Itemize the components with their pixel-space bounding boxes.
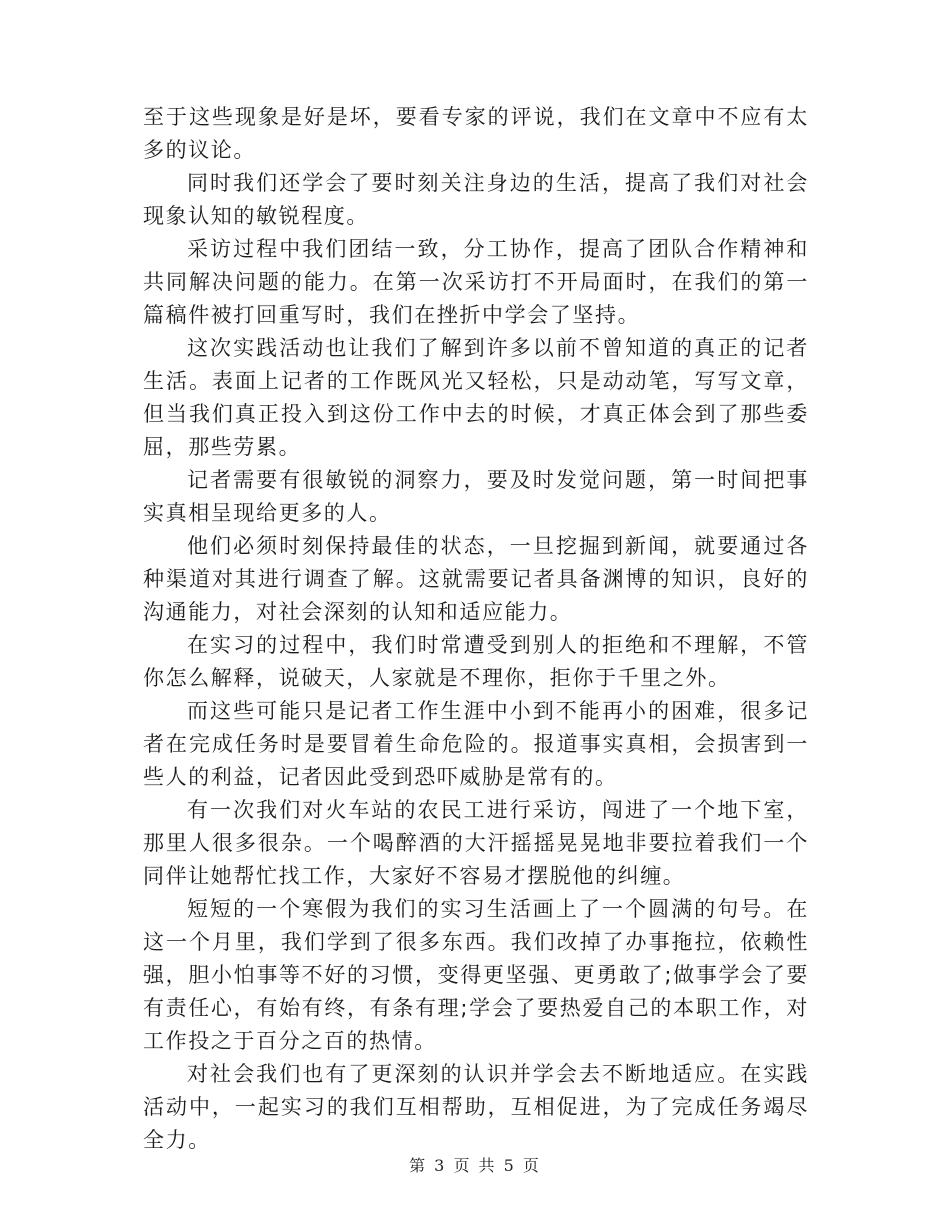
paragraph-7: 在实习的过程中，我们时常遭受到别人的拒绝和不理解，不管你怎么解释，说破天，人家就是不理你，拒你于千里之外。 [143,633,809,690]
paragraph-8: 而这些可能只是记者工作生涯中小到不能再小的困难，很多记者在完成任务时是要冒着生命危险的。报道事实真相，会损害到一些人的利益，记者因此受到恐吓威胁是常有的。 [143,699,809,789]
page-number-footer: 第 3 页 共 5 页 [409,1156,541,1175]
paragraph-3: 采访过程中我们团结一致，分工协作，提高了团队合作精神和共同解决问题的能力。在第一次采访打不开局面时，在我们的第一篇稿件被打回重写时，我们在挫折中学会了坚持。 [143,237,809,327]
paragraph-5: 记者需要有很敏锐的洞察力，要及时发觉问题，第一时间把事实真相呈现给更多的人。 [143,468,809,525]
paragraph-6: 他们必须时刻保持最佳的状态，一旦挖掘到新闻，就要通过各种渠道对其进行调查了解。这就需要记者具备渊博的知识，良好的沟通能力，对社会深刻的认知和适应能力。 [143,534,809,624]
paragraph-11: 对社会我们也有了更深刻的认识并学会去不断地适应。在实践活动中，一起实习的我们互相帮助，互相促进，为了完成任务竭尽全力。 [143,1062,809,1152]
paragraph-10: 短短的一个寒假为我们的实习生活画上了一个圆满的句号。在这一个月里，我们学到了很多东西。我们改掉了办事拖拉，依赖性强，胆小怕事等不好的习惯，变得更坚强、更勇敢了;做事学会了要有责任心，有始有终，有条有理;学会了要热爱自己的本职工作，对工作投之于百分之百的热情。 [143,897,809,1053]
paragraph-1: 至于这些现象是好是坏，要看专家的评说，我们在文章中不应有太多的议论。 [143,105,809,162]
paragraph-9: 有一次我们对火车站的农民工进行采访，闯进了一个地下室，那里人很多很杂。一个喝醉酒的大汗摇摇晃晃地非要拉着我们一个同伴让她帮忙找工作，大家好不容易才摆脱他的纠缠。 [143,798,809,888]
paragraph-4: 这次实践活动也让我们了解到许多以前不曾知道的真正的记者生活。表面上记者的工作既风光又轻松，只是动动笔，写写文章，但当我们真正投入到这份工作中去的时候，才真正体会到了那些委屈，那些劳累。 [143,336,809,459]
document-body [143,101,809,1157]
paragraph-2: 同时我们还学会了要时刻关注身边的生活，提高了我们对社会现象认知的敏锐程度。 [143,171,809,228]
